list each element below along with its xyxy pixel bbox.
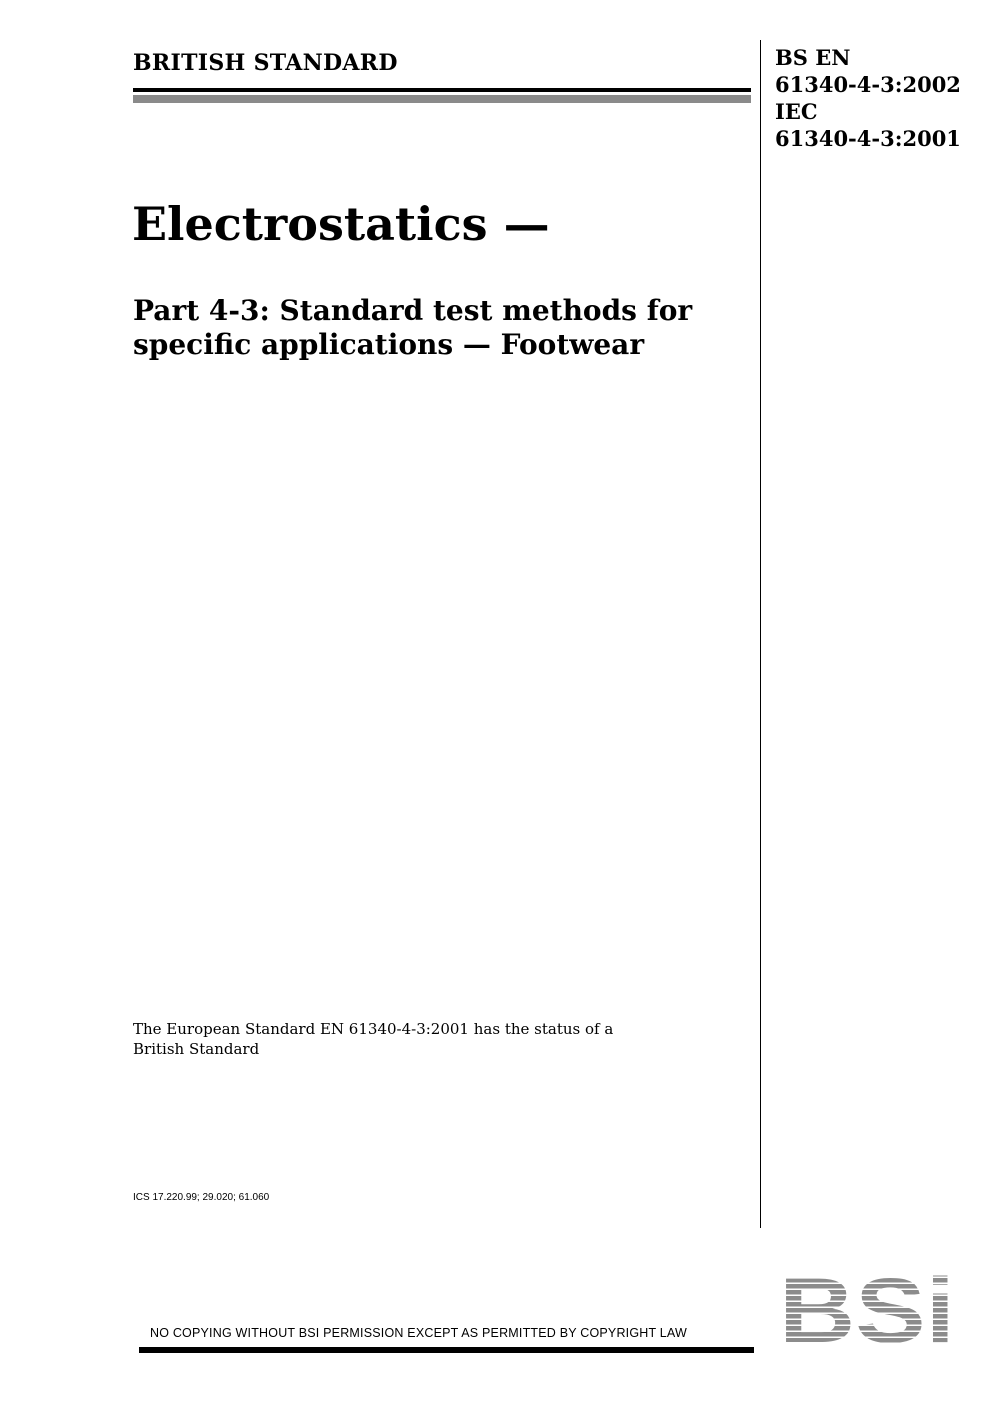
standard-type-label: BRITISH STANDARD — [133, 50, 398, 76]
svg-text:BSi: BSi — [779, 1272, 955, 1346]
document-subtitle: Part 4-3: Standard test methods for specific applications — Footwear — [133, 294, 693, 361]
standard-number-line: 61340-4-3:2002 — [775, 72, 961, 97]
column-divider — [760, 40, 761, 1228]
standard-number-line: BS EN — [775, 45, 851, 70]
bsi-logo — [777, 1272, 957, 1346]
header-rule-black — [133, 88, 751, 92]
footer-rule — [139, 1347, 754, 1353]
header-rule-grey — [133, 95, 751, 103]
document-title: Electrostatics — — [132, 197, 550, 251]
standard-numbers — [775, 44, 961, 152]
standard-number-line: IEC — [775, 99, 818, 124]
standard-number-line: 61340-4-3:2001 — [775, 126, 961, 151]
copyright-notice: NO COPYING WITHOUT BSI PERMISSION EXCEPT AS PERMITTED BY COPYRIGHT LAW — [150, 1326, 688, 1340]
status-note: The European Standard EN 61340-4-3:2001 has the status of a British Standard — [133, 1020, 614, 1058]
ics-codes: ICS 17.220.99; 29.020; 61.060 — [133, 1192, 270, 1203]
